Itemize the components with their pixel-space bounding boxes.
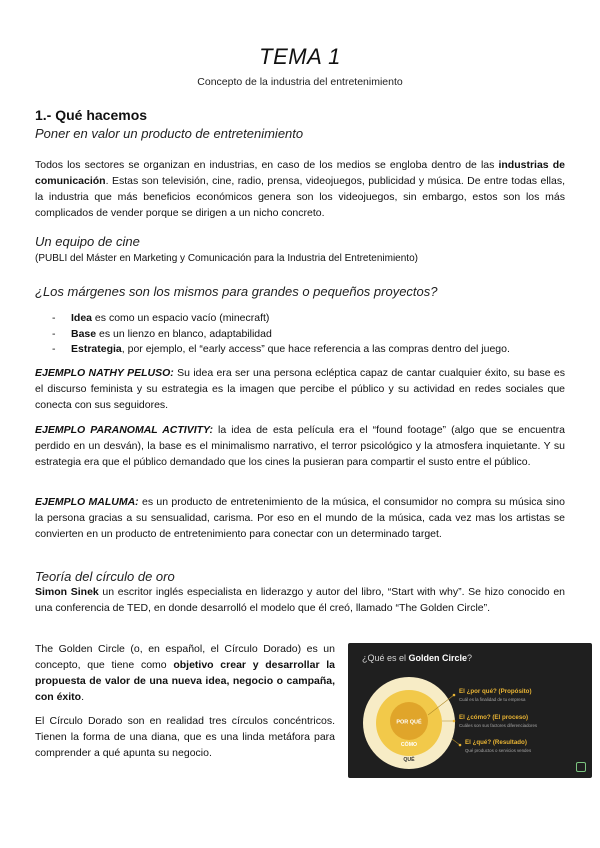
team-note: (PUBLI del Máster en Marketing y Comunicación para la Industria del Entretenimiento) (35, 253, 418, 264)
what-label: El ¿qué? (Resultado) (465, 739, 527, 746)
how-label: El ¿cómo? (El proceso) (459, 714, 529, 721)
intro-text-bold: industrias de comunicación (35, 159, 565, 187)
connector-dot (459, 744, 462, 747)
list-item: - Base es un lienzo en blanco, adaptabilidad (52, 327, 572, 343)
example-nathy-peluso: EJEMPLO NATHY PELUSO: Su idea era ser una persona ecléptica capaz de cantar cualquier éxito, su base es el discurso feminista y su estrategia es la imagen que percibe el público y su actividad en redes sociales que conecta con sus seguidores. (35, 367, 565, 411)
example-maluma: EJEMPLO MALUMA: es un producto de entretenimiento de la música, el consumidor no compra su música sino la persona gracias a su sensualidad, carisma. Por eso en el mundo de la música, cada vez mas los artistas se convierten en un producto de entretenimiento para conectar con un determinado target. (35, 496, 565, 540)
section-heading: 1.- Qué hacemos (35, 107, 148, 123)
golden-circle-diagram (348, 643, 592, 778)
connector-dot (453, 694, 456, 697)
margins-heading: ¿Los márgenes son los mismos para grandes o pequeños proyectos? (35, 284, 438, 299)
what-description: Qué productos o servicios vendes (465, 748, 532, 753)
section-subheading: Poner en valor un producto de entretenimiento (35, 126, 304, 141)
list-item: - Estrategia, por ejemplo, el “early access” que hace referencia a las compras dentro del juego. (52, 342, 572, 358)
inner-ring-label: POR QUÉ (396, 719, 422, 726)
connector-dot (453, 720, 456, 723)
connector-line (452, 739, 460, 745)
list-item: - Idea es como un espacio vacío (minecraft) (52, 311, 572, 327)
document-subtitle: Concepto de la industria del entretenimiento (197, 76, 403, 88)
golden-circle-figure (348, 643, 592, 778)
golden-circle-description: El Círculo Dorado son en realidad tres círculos concéntricos. Tienen la forma de una diana, que es una linda metáfora para comprender a qué apunta su negocio. (35, 715, 335, 759)
margins-list (52, 311, 572, 358)
golden-circle-heading: Teoría del círculo de oro (35, 569, 175, 584)
how-description: Cuáles son sus factores diferenciadores (459, 723, 538, 728)
why-label: El ¿por qué? (Propósito) (459, 688, 532, 695)
intro-text-c: . Estas son televisión, cine, radio, prensa, videojuegos, publicidad y música. De entre todas ellas, la industria que más beneficios económicos genera son los videojuegos, sin embargo, estos son los más complicados de vender porque se dirigen a un nicho concreto. (35, 175, 565, 219)
intro-paragraph (35, 157, 565, 221)
golden-circle-definition: The Golden Circle (o, en español, el Círculo Dorado) es un concepto, que tiene como objetivo crear y desarrollar la propuesta de valor de una nueva idea, negocio o campaña, con éxito. (35, 643, 335, 703)
intro-text-a: Todos los sectores se organizan en industrias, en caso de los medios se engloba dentro de las (35, 159, 499, 171)
outer-ring-label: QUÉ (403, 757, 415, 763)
middle-ring-label: CÓMO (400, 742, 418, 748)
document-title: TEMA 1 (259, 44, 341, 69)
figure-title: ¿Qué es el Golden Circle? (362, 653, 473, 663)
corner-icon (576, 762, 586, 772)
example-paranormal-activity: EJEMPLO PARANOMAL ACTIVITY: la idea de esta película era el “found footage” (algo que se encuentra perdido en un desván), la base es el minimalismo narrativo, el terror psicológico y la atmosfera inquietante. Y su estrategia era que el público demandado que los cines la pusieran para compartir el susto entre el público. (35, 424, 565, 468)
simon-sinek-paragraph: Simon Sinek un escritor inglés especialista en liderazgo y autor del libro, “Start with why”. Se hizo conocido en una conferencia de TED, en donde desarrolló el modelo que él creó, llamado “The Golden Circle”. (35, 586, 565, 614)
why-description: Cuál es la finalidad de tu empresa (459, 697, 526, 702)
team-heading: Un equipo de cine (35, 234, 140, 249)
